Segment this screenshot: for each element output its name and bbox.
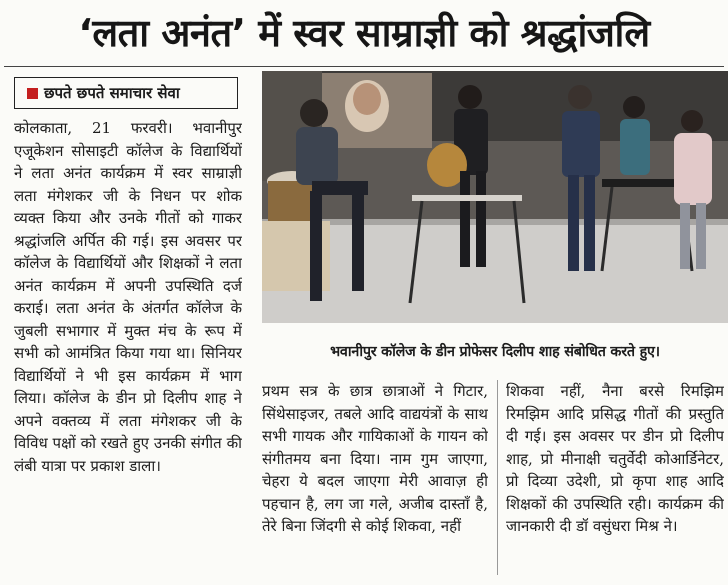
article-paragraph-right: शिकवा नहीं, नैना बरसे रिमझिम रिमझिम आदि प्रसिद्ध गीतों की प्रस्तुति दी गई। इस अवसर पर डीन प्रो दिलीप शाह, प्रो मीनाक्षी चतुर्वेदी कोआर्डिनेटर, प्रो दिव्या उदेशी, प्रो कृपा शाह आदि शिक्षकों की उपस्थिति रही। कार्यक्रम की जानकारी दी डॉ वसुंधरा मिश्र ने। [506,382,724,535]
agency-label [14,77,238,109]
article-paragraph-middle: प्रथम सत्र के छात्र छात्राओं ने गिटार, सिंथेसाइजर, तबले आदि वाद्ययंत्रों के साथ सभी गायक और गायिकाओं के गायन को संगीतमय बना दिया। नाम गुम जाएगा, चेहरा ये बदल जाएगा मेरी आवाज़ ही पहचान है, लग जा गले, अजीब दास्ताँ है, तेरे बिना जिंदगी से कोई शिकवा, नहीं [262,382,488,535]
article-paragraph-left: कोलकाता, 21 फरवरी। भवानीपुर एजूकेशन सोसाइटी कॉलेज के विद्यार्थियों ने लता अनंत कार्यक्रम में स्वर साम्राज्ञी लता मंगेशकर जी के निधन पर शोक व्यक्त किया और उनके गीतों को गाकर श्रद्धांजलि अर्पित की गई। इस अवसर पर कॉलेज के विद्यार्थियों और शिक्षकों ने लता अनंत कार्यक्रम में अपनी उपस्थिति दर्ज कराई। लता अनंत के अंतर्गत कॉलेज के जुबली सभागार में मुक्त मंच के रूप में सभी को आमंत्रित किया गया था। सिनियर विद्यार्थियों ने भी इस कार्यक्रम में भाग लिया। कॉलेज के डीन प्रो दिलीप शाह ने अपने वक्तव्य में लता मंगेशकर जी के विविध पक्षों को रखते हुए उनकी संगीत की लंबी यात्रा पर प्रकाश डाला। [14,119,242,475]
event-photo [262,71,728,323]
agency-text: छपते छपते समाचार सेवा [44,84,180,102]
article-column-middle [262,380,488,580]
column-divider [497,380,498,575]
article-column-right [506,380,724,580]
red-square-icon [27,88,38,99]
photo-caption: भवानीपुर कॉलेज के डीन प्रोफेसर दिलीप शाह संबोधित करते हुए। [330,344,660,360]
headline-rule [4,66,724,67]
article-column-left [14,117,242,585]
headline: ‘लता अनंत’ में स्वर साम्राज्ञी को श्रद्धांजलि [78,11,650,55]
event-photo-illustration [262,71,728,323]
